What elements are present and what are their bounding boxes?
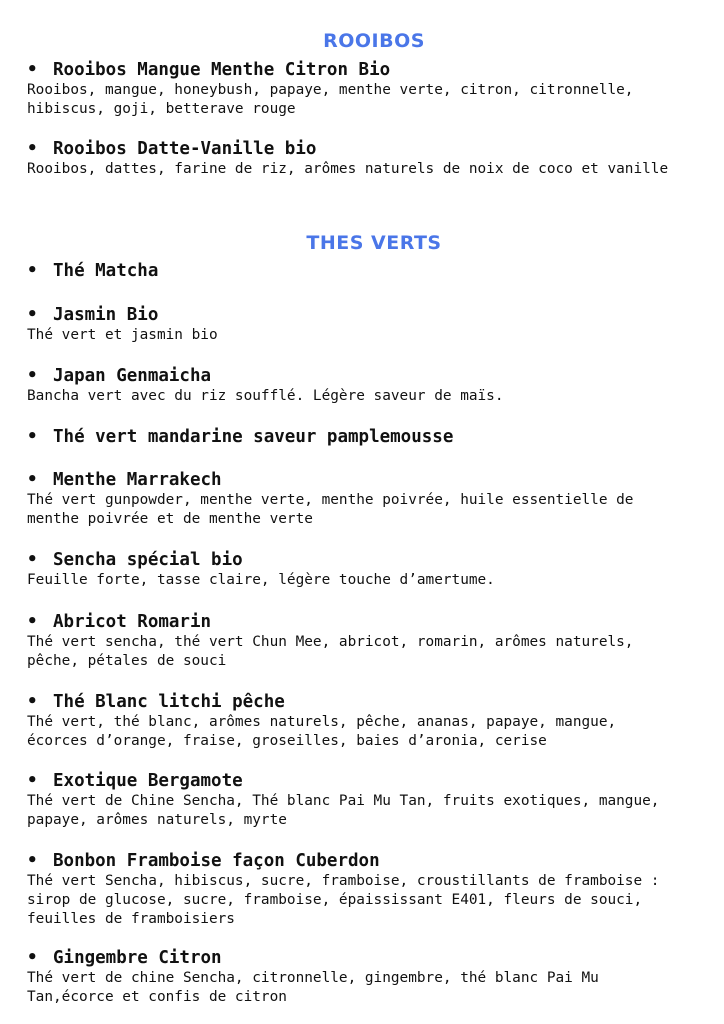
menu-item	[27, 692, 724, 751]
menu-item	[27, 60, 724, 119]
item-description: Thé vert Sencha, hibiscus, sucre, framboise, croustillants de framboise : sirop de glucose, sucre, framboise, épaississant E401, fleurs de souci, feuilles de framboisiers	[27, 873, 660, 927]
item-name-row: • Sencha spécial bio	[27, 550, 243, 570]
item-name: Jasmin Bio	[53, 305, 159, 325]
item-description: Rooibos, dattes, farine de riz, arômes naturels de noix de coco et vanille	[27, 161, 669, 177]
menu-item	[27, 612, 724, 671]
menu-item	[27, 550, 724, 590]
item-description: Rooibos, mangue, honeybush, papaye, menthe verte, citron, citronnelle, hibiscus, goji, betterave rouge	[27, 82, 634, 117]
item-name-row: • Thé Matcha	[27, 261, 159, 281]
item-name-row: • Japan Genmaicha	[27, 366, 212, 386]
menu-item	[27, 771, 724, 830]
item-name-row: • Gingembre Citron	[27, 948, 222, 968]
menu-item	[27, 366, 724, 406]
item-name: Exotique Bergamote	[53, 771, 243, 791]
menu-item	[27, 261, 724, 282]
item-name: Gingembre Citron	[53, 948, 222, 968]
item-name: Thé Matcha	[53, 261, 159, 281]
menu-item	[27, 427, 724, 448]
item-name-row: • Exotique Bergamote	[27, 771, 243, 791]
item-description: Thé vert de chine Sencha, citronnelle, gingembre, thé blanc Pai Mu Tan,écorce et confis de citron	[27, 970, 599, 1005]
menu-item	[27, 851, 724, 929]
section-title-rooibos: ROOIBOS	[323, 30, 425, 52]
item-description: Feuille forte, tasse claire, légère touche d’amertume.	[27, 572, 495, 588]
item-description: Thé vert et jasmin bio	[27, 327, 218, 343]
item-name: Menthe Marrakech	[53, 470, 222, 490]
item-description: Thé vert sencha, thé vert Chun Mee, abricot, romarin, arômes naturels, pêche, pétales de souci	[27, 634, 634, 669]
item-name: Rooibos Mangue Menthe Citron Bio	[53, 60, 391, 80]
item-name: Sencha spécial bio	[53, 550, 243, 570]
item-name-row: • Bonbon Framboise façon Cuberdon	[27, 851, 380, 871]
item-name-row: • Rooibos Datte-Vanille bio	[27, 139, 317, 159]
menu-item	[27, 948, 724, 1007]
item-description: Bancha vert avec du riz soufflé. Légère saveur de maïs.	[27, 388, 504, 404]
item-name: Thé vert mandarine saveur pamplemousse	[53, 427, 454, 447]
item-name: Bonbon Framboise façon Cuberdon	[53, 851, 380, 871]
item-name-row: • Thé vert mandarine saveur pamplemousse	[27, 427, 454, 447]
menu-item	[27, 139, 724, 179]
item-name: Thé Blanc litchi pêche	[53, 692, 285, 712]
item-description: Thé vert, thé blanc, arômes naturels, pêche, ananas, papaye, mangue, écorces d’orange, fraise, groseilles, baies d’aronia, cerise	[27, 714, 617, 749]
menu-item	[27, 305, 724, 345]
item-name: Rooibos Datte-Vanille bio	[53, 139, 317, 159]
item-description: Thé vert gunpowder, menthe verte, menthe poivrée, huile essentielle de menthe poivrée et de menthe verte	[27, 492, 634, 527]
item-name: Abricot Romarin	[53, 612, 212, 632]
item-name-row: • Thé Blanc litchi pêche	[27, 692, 285, 712]
item-name-row: • Menthe Marrakech	[27, 470, 222, 490]
menu-item	[27, 470, 724, 529]
item-name-row: • Abricot Romarin	[27, 612, 212, 632]
item-description: Thé vert de Chine Sencha, Thé blanc Pai Mu Tan, fruits exotiques, mangue, papaye, arômes naturels, myrte	[27, 793, 660, 828]
item-name-row: • Jasmin Bio	[27, 305, 159, 325]
section-title-thes-verts: THES VERTS	[306, 232, 442, 254]
item-name: Japan Genmaicha	[53, 366, 212, 386]
item-name-row: • Rooibos Mangue Menthe Citron Bio	[27, 60, 391, 80]
